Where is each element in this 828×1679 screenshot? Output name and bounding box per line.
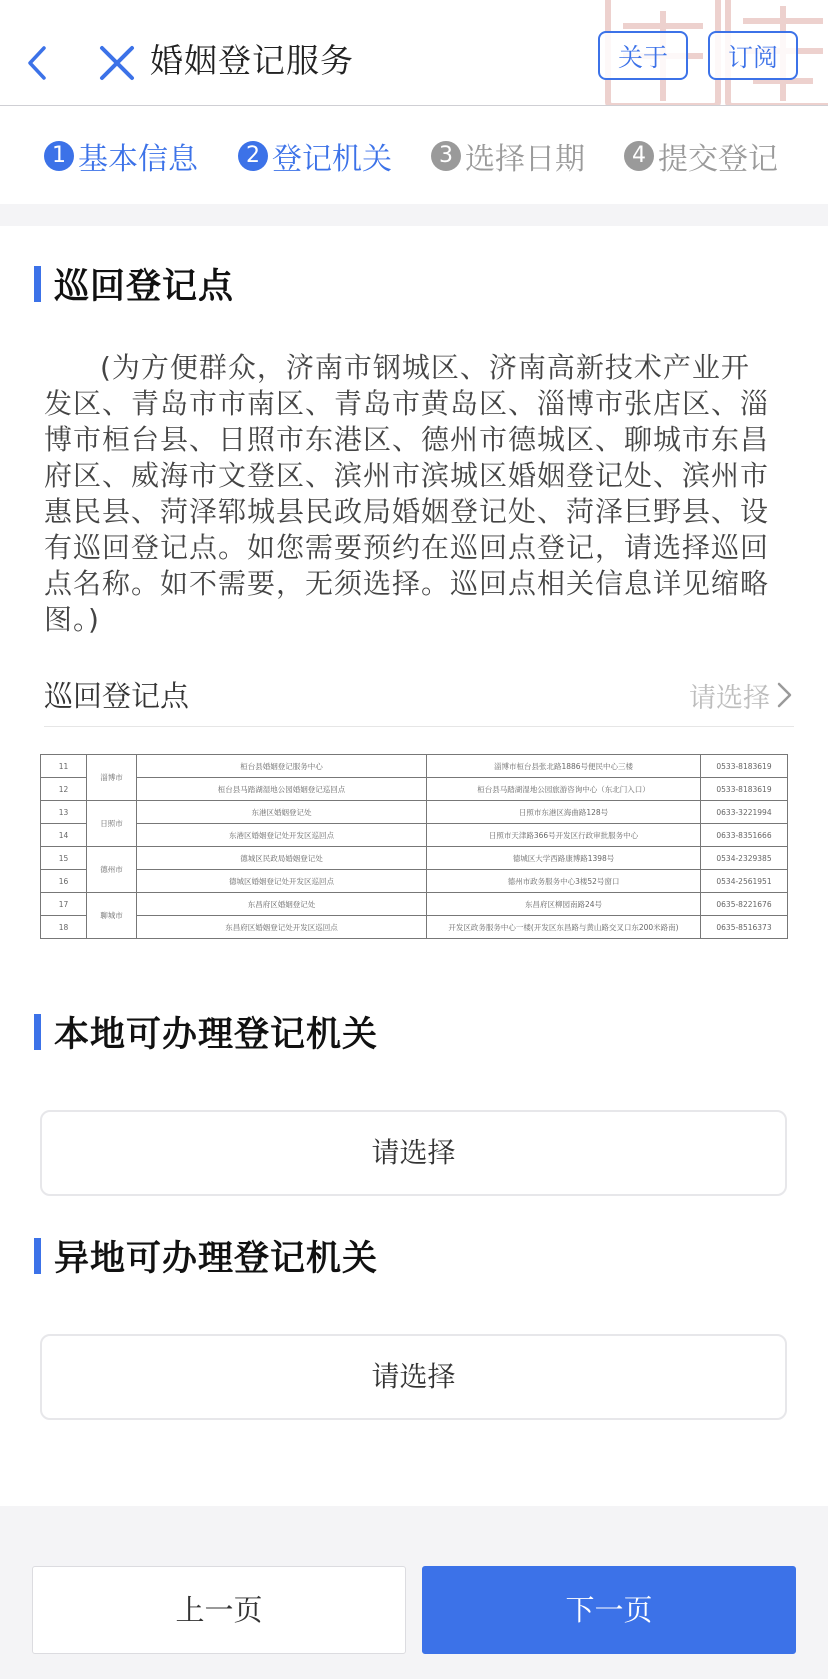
field-label: 巡回登记点 <box>44 679 190 713</box>
step-label: 选择日期 <box>465 142 585 177</box>
local-office-section-title <box>34 1012 379 1055</box>
chevron-right-icon <box>774 680 794 710</box>
thumbnail-row <box>41 755 788 778</box>
row-number: 13 <box>41 801 87 824</box>
next-page-button[interactable]: 下一页 <box>422 1566 796 1654</box>
office-name: 桓台县马踏湖湿地公园婚姻登记巡回点 <box>137 778 427 801</box>
row-number: 16 <box>41 870 87 893</box>
section-accent-bar <box>34 266 41 302</box>
row-number: 12 <box>41 778 87 801</box>
remote-office-section-title <box>34 1236 379 1279</box>
city-name: 日照市 <box>87 801 137 847</box>
office-phone: 0533-8183619 <box>701 755 788 778</box>
office-phone: 0633-8351666 <box>701 824 788 847</box>
section-title-text: 巡回登记点 <box>54 267 235 307</box>
office-name: 德城区婚姻登记处开发区巡回点 <box>137 870 427 893</box>
office-name: 东港区婚姻登记处 <box>137 801 427 824</box>
row-number: 18 <box>41 916 87 939</box>
row-number: 15 <box>41 847 87 870</box>
remote-office-select[interactable]: 请选择 <box>40 1334 787 1420</box>
office-phone: 0635-8221676 <box>701 893 788 916</box>
thumbnail-row <box>41 893 788 916</box>
office-phone: 0534-2561951 <box>701 870 788 893</box>
city-name: 淄博市 <box>87 755 137 801</box>
mobile-point-thumbnail-image[interactable] <box>40 754 787 956</box>
prev-page-button[interactable]: 上一页 <box>32 1566 406 1654</box>
header-bar <box>0 0 828 106</box>
row-number: 17 <box>41 893 87 916</box>
step-select-date <box>431 136 585 176</box>
thumbnail-row <box>41 847 788 870</box>
city-name: 聊城市 <box>87 893 137 939</box>
thumbnail-row <box>41 870 788 893</box>
step-number: 3 <box>431 141 461 171</box>
office-name: 德城区民政局婚姻登记处 <box>137 847 427 870</box>
row-number: 11 <box>41 755 87 778</box>
office-name: 桓台县婚姻登记服务中心 <box>137 755 427 778</box>
step-basic-info <box>44 136 198 176</box>
office-address: 日照市东港区海曲路128号 <box>427 801 701 824</box>
step-number: 2 <box>238 141 268 171</box>
office-address: 德州市政务服务中心3楼52号窗口 <box>427 870 701 893</box>
mobile-point-select-row[interactable] <box>44 666 794 727</box>
step-registration-office <box>238 136 392 176</box>
close-icon[interactable] <box>92 38 142 88</box>
chevron-left-icon[interactable] <box>20 38 54 88</box>
mobile-point-section-title <box>34 264 235 307</box>
step-number: 4 <box>624 141 654 171</box>
office-address: 东昌府区柳园南路24号 <box>427 893 701 916</box>
about-button[interactable]: 关于 <box>598 31 688 80</box>
subscribe-button[interactable]: 订阅 <box>708 31 798 80</box>
office-phone: 0635-8516373 <box>701 916 788 939</box>
main-content <box>0 226 828 1506</box>
step-label: 提交登记 <box>658 142 778 177</box>
page-title: 婚姻登记服务 <box>150 41 354 80</box>
step-label: 登记机关 <box>272 142 392 177</box>
local-office-select[interactable]: 请选择 <box>40 1110 787 1196</box>
footer-bar <box>0 1506 828 1679</box>
office-address: 德城区大学西路康博路1398号 <box>427 847 701 870</box>
thumbnail-row <box>41 916 788 939</box>
office-address: 桓台县马踏湖湿地公园旅游咨询中心（东北门入口） <box>427 778 701 801</box>
thumbnail-table <box>40 754 788 939</box>
thumbnail-row <box>41 778 788 801</box>
step-indicator <box>0 106 828 204</box>
mobile-point-description: (为方便群众，济南市钢城区、济南高新技术产业开发区、青岛市市南区、青岛市黄岛区、淄博市张店区、淄博市桓台县、日照市东港区、德州市德城区、聊城市东昌府区、威海市文登区、滨州市滨城区婚姻登记处、滨州市惠民县、菏泽郓城县民政局婚姻登记处、菏泽巨野县、设有巡回登记点。如您需要预约在巡回点登记，请选择巡回点名称。如不需要，无须选择。巡回点相关信息详见缩略图。) <box>44 351 770 636</box>
office-phone: 0633-3221994 <box>701 801 788 824</box>
office-name: 东昌府区婚姻登记处开发区巡回点 <box>137 916 427 939</box>
row-number: 14 <box>41 824 87 847</box>
section-accent-bar <box>34 1014 41 1050</box>
step-submit <box>624 136 778 176</box>
thumbnail-row <box>41 801 788 824</box>
step-label: 基本信息 <box>78 142 198 177</box>
office-name: 东昌府区婚姻登记处 <box>137 893 427 916</box>
office-name: 东港区婚姻登记处开发区巡回点 <box>137 824 427 847</box>
office-address: 开发区政务服务中心一楼(开发区东昌路与黄山路交叉口东200米路南) <box>427 916 701 939</box>
office-address: 淄博市桓台县张北路1886号便民中心三楼 <box>427 755 701 778</box>
office-phone: 0534-2329385 <box>701 847 788 870</box>
field-placeholder: 请选择 <box>689 683 770 714</box>
thumbnail-row <box>41 824 788 847</box>
city-name: 德州市 <box>87 847 137 893</box>
step-number: 1 <box>44 141 74 171</box>
office-address: 日照市天津路366号开发区行政审批服务中心 <box>427 824 701 847</box>
section-title-text: 本地可办理登记机关 <box>54 1015 379 1055</box>
office-phone: 0533-8183619 <box>701 778 788 801</box>
section-title-text: 异地可办理登记机关 <box>54 1239 379 1279</box>
section-accent-bar <box>34 1238 41 1274</box>
